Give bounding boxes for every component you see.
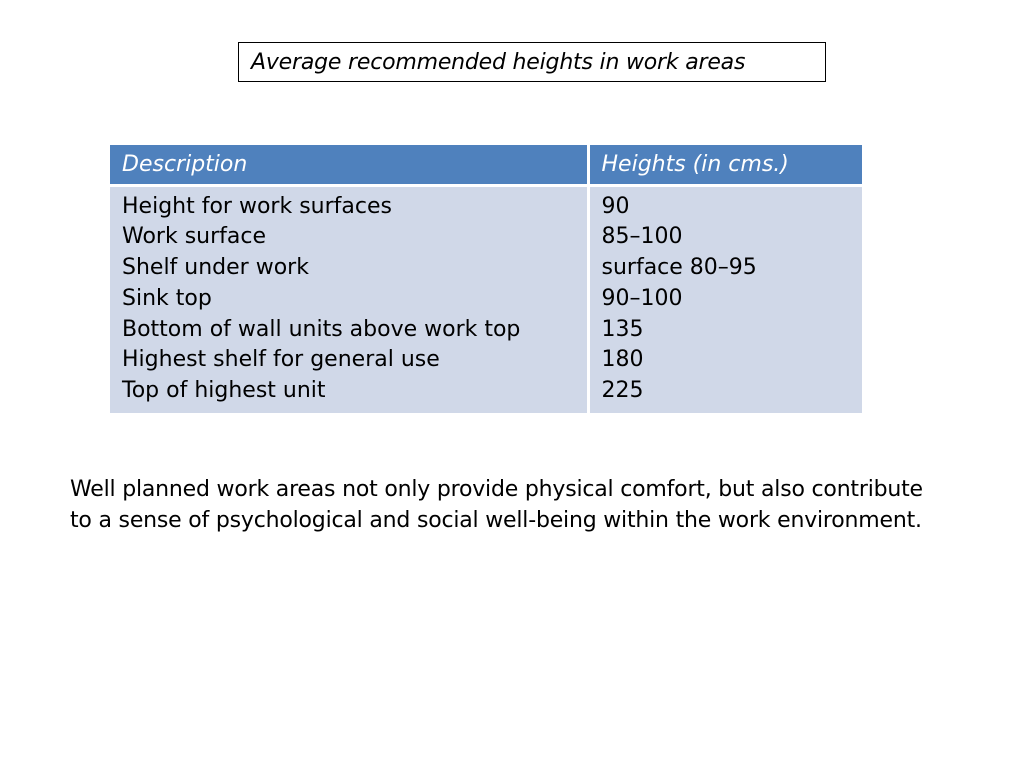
title-box <box>238 42 826 82</box>
description-item: Top of highest unit <box>122 378 326 404</box>
height-item: 135 <box>601 316 644 342</box>
header-description: Description <box>110 145 588 185</box>
body-paragraph: Well planned work areas not only provide physical comfort, but also contribute to a sense of psychological and social well-being within the work environment. <box>70 477 923 533</box>
page-title: Average recommended heights in work areas <box>251 49 746 75</box>
height-item: 90–100 <box>601 285 683 311</box>
table-header-row <box>110 145 862 185</box>
height-item: 180 <box>601 347 644 373</box>
description-cell <box>110 185 588 413</box>
header-heights: Heights (in cms.) <box>588 145 862 185</box>
table-row <box>110 185 862 413</box>
description-item: Highest shelf for general use <box>122 347 440 373</box>
description-item: Bottom of wall units above work top <box>122 316 521 342</box>
description-item: Height for work surfaces <box>122 193 392 219</box>
height-item: 225 <box>601 378 644 404</box>
height-item: 90 <box>601 193 630 219</box>
heights-cell <box>588 185 862 413</box>
heights-table <box>110 145 862 413</box>
height-item: surface 80–95 <box>601 255 757 281</box>
height-item: 85–100 <box>601 224 683 250</box>
description-item: Work surface <box>122 224 267 250</box>
description-item: Shelf under work <box>122 255 309 281</box>
description-item: Sink top <box>122 285 212 311</box>
